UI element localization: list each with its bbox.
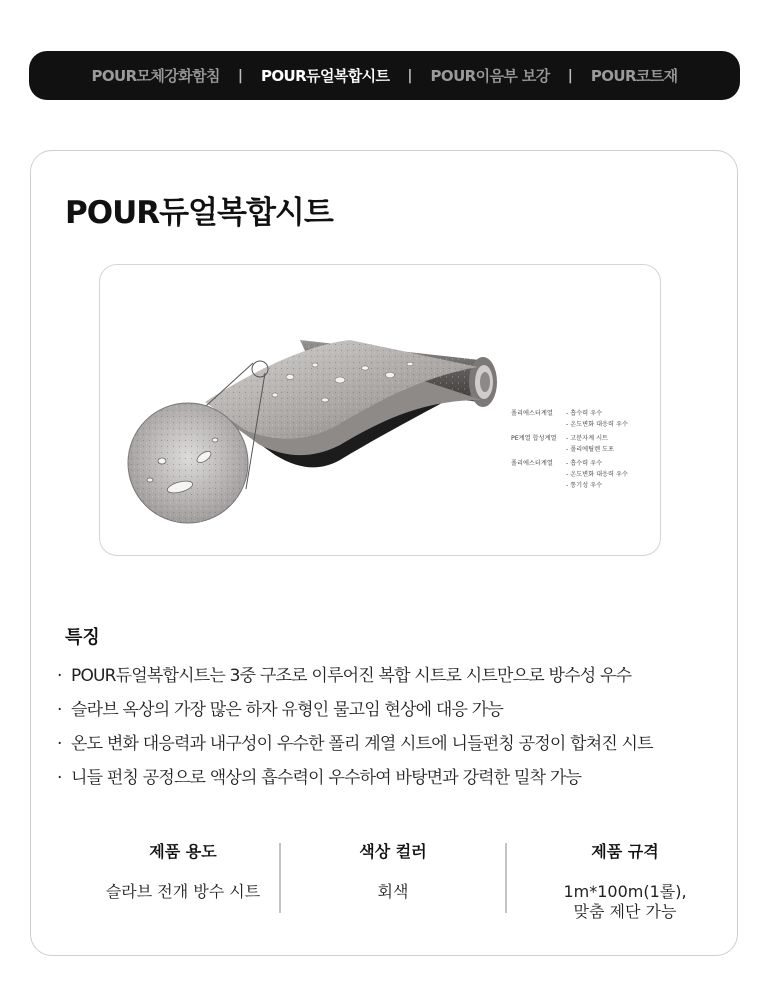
tab-separator: | [237, 67, 243, 84]
feature-item: · 슬라브 옥상의 가장 많은 하자 유형인 물고임 현상에 대응 가능 [57, 693, 653, 727]
feature-list [57, 659, 653, 795]
features-heading: 특징 [65, 627, 100, 648]
spec-size-value-line: 맞춤 제단 가능 [573, 902, 677, 921]
feature-item: · 온도 변화 대응력과 내구성이 우수한 폴리 계열 시트에 니들펀칭 공정이 합쳐진 시트 [57, 727, 653, 761]
bullet: · [57, 700, 62, 720]
spec-size-label: 제품 규격 [591, 842, 659, 861]
spec-color-label: 색상 컬러 [359, 842, 427, 861]
spec-usage-value: 슬라브 전개 방수 시트 [105, 882, 261, 901]
layer-property-label: - 온도변화 대응력 우수 [566, 421, 628, 428]
spec-size [525, 839, 725, 922]
spec-divider [279, 843, 281, 913]
tab-separator: | [407, 67, 413, 84]
product-card [30, 150, 738, 956]
product-structure-figure [99, 264, 661, 556]
dual-sheet-illustration [100, 265, 661, 556]
feature-item: · POUR듀얼복합시트는 3중 구조로 이루어진 복합 시트로 시트만으로 방수성 우수 [57, 659, 653, 693]
spec-color [293, 839, 493, 902]
product-tab-bar [29, 51, 740, 100]
layer-annotations [511, 409, 628, 489]
spec-usage [83, 839, 283, 902]
bullet: · [57, 666, 62, 686]
layer-property-label: - 흡수력 우수 [566, 410, 603, 417]
tab-pour-joint-reinforcement[interactable]: POUR이음부 보강 [430, 67, 550, 85]
spec-usage-label: 제품 용도 [149, 842, 217, 861]
spec-divider [505, 843, 507, 913]
tab-pour-dual-sheet[interactable]: POUR듀얼복합시트 [260, 67, 390, 85]
layer-property-label: - 온도변화 대응력 우수 [566, 471, 628, 478]
layer-property-label: - 고분자계 시트 [566, 435, 609, 442]
tab-pour-impregnation[interactable]: POUR모체강화함침 [91, 67, 220, 85]
layer-property-label: - 흡수력 우수 [566, 460, 603, 467]
layer-property-label: - 통기성 우수 [566, 482, 603, 489]
spec-size-value [525, 882, 725, 922]
spec-size-value-line: 1m*100m(1롤), [563, 882, 687, 901]
product-title: POUR듀얼복합시트 [65, 195, 333, 231]
bullet: · [57, 734, 62, 754]
layer-name-label: PE계열 합성계열 [511, 435, 557, 442]
layer-property-label: - 폴리에틸렌 도포 [566, 446, 615, 453]
tab-separator: | [567, 67, 573, 84]
layer-name-label: 폴리에스터계열 [511, 410, 553, 417]
spec-color-value: 회색 [377, 882, 409, 901]
bullet: · [57, 768, 62, 788]
layer-name-label: 폴리에스터계열 [511, 460, 553, 467]
feature-item: · 니들 펀칭 공정으로 액상의 흡수력이 우수하여 바탕면과 강력한 밀착 가능 [57, 761, 653, 795]
tab-pour-coating[interactable]: POUR코트재 [590, 67, 678, 85]
